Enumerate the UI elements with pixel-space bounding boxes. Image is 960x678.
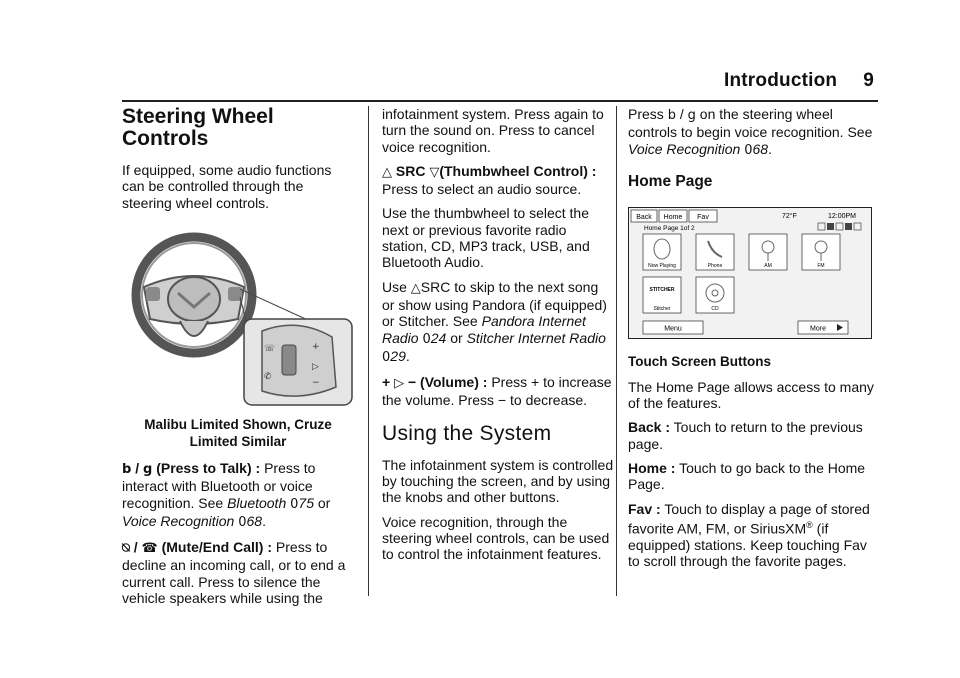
thumbwheel-paragraph: Use the thumbwheel to select the next or previous favorite radio station, CD, MP3 track, USB, and Bluetooth Audio. [382, 205, 590, 271]
tile-am[interactable] [749, 234, 787, 270]
caption-line-2: Limited Similar [189, 433, 287, 449]
column-divider-1 [368, 106, 369, 596]
voice-icon: g [687, 108, 696, 123]
back-button[interactable] [631, 210, 657, 222]
fav-button[interactable] [689, 210, 717, 222]
svg-text:−: − [312, 377, 320, 388]
home-button[interactable] [659, 210, 687, 222]
thumbwheel-label: (Thumbwheel Control) : [439, 162, 597, 179]
press-to-talk-label: (Press to Talk) : [156, 459, 261, 476]
pandora-link[interactable]: Pandora Internet Radio [382, 313, 586, 346]
svg-text:FM: FM [817, 262, 825, 269]
menu-button[interactable] [643, 321, 703, 334]
back-paragraph: Back : Touch to return to the previous page. [628, 419, 863, 452]
control-closeup-icon [244, 319, 352, 405]
end-call-icon: ☎ [141, 541, 158, 557]
src-up-icon: △ [382, 164, 392, 180]
svg-text:AM: AM [764, 262, 772, 269]
svg-text:☏: ☏ [264, 343, 276, 354]
caption-line-1: Malibu Limited Shown, Cruze [144, 416, 332, 432]
mute-label: (Mute/End Call) : [161, 539, 273, 556]
volume-icon: ▷ [394, 376, 405, 392]
tile-now-playing[interactable] [643, 234, 681, 270]
ref-arrow-icon: 0 [744, 142, 753, 158]
svg-text:Menu: Menu [664, 325, 682, 333]
svg-text:Phone: Phone [707, 262, 723, 269]
system-paragraph-1: The infotainment system is controlled by touching the screen, and by using the knobs and other buttons. [382, 456, 614, 506]
ref-arrow-icon: 0 [382, 349, 391, 365]
svg-text:Stitcher: Stitcher [653, 305, 671, 312]
svg-text:Now Playing: Now Playing [648, 262, 676, 269]
tile-stitcher[interactable] [643, 277, 681, 313]
more-button[interactable] [798, 321, 848, 334]
figure-caption [122, 416, 354, 450]
svg-text:✆: ✆ [264, 371, 272, 382]
voice-recognition-link[interactable]: Voice Recognition [122, 512, 235, 529]
svg-text:Fav: Fav [697, 213, 709, 221]
home-page-paragraph: The Home Page allows access to many of the features. [628, 378, 874, 412]
clock: 12:00PM [828, 212, 857, 220]
using-system-heading: Using the System [382, 421, 552, 445]
tile-cd[interactable] [696, 277, 734, 313]
page-number: 9 [863, 70, 874, 91]
svg-text:CD: CD [711, 305, 719, 312]
talk-icon: b [667, 108, 676, 123]
home-page-screen [628, 207, 872, 339]
running-head [724, 70, 874, 92]
section-heading: Steering Wheel Controls [122, 105, 274, 151]
svg-text:▷: ▷ [312, 361, 319, 372]
src-up-icon: △ [410, 280, 421, 296]
column-3 [628, 106, 878, 578]
tile-phone[interactable] [696, 234, 734, 270]
bluetooth-link[interactable]: Bluetooth [227, 494, 287, 511]
system-paragraph-2: Voice recognition, through the steering wheel controls, can be used to control the infotainment features. [382, 513, 610, 563]
fav-paragraph: Fav : Touch to display a page of stored favorite AM, FM, or SiriusXM® (if equipped) stations. Keep touching Fav to scroll through the favorite pages. [628, 500, 870, 570]
column-2 [382, 106, 614, 571]
volume-paragraph: + ▷ − (Volume) : Press + to increase the volume. Press − to decrease. [382, 374, 612, 409]
src-down-icon: ▽ [429, 164, 440, 180]
column-1 [122, 106, 354, 614]
section-title: Introduction [724, 70, 838, 91]
touch-screen-buttons-heading: Touch Screen Buttons [628, 353, 772, 369]
steering-wheel-figure [122, 227, 354, 407]
continued-paragraph: infotainment system. Press again to turn the sound on. Press to cancel voice recognition. [382, 106, 604, 155]
svg-text:Back: Back [636, 213, 652, 221]
page-indicator: Home Page 1of 2 [644, 224, 695, 232]
svg-text:Home: Home [663, 213, 683, 221]
voice-icon: g [142, 461, 153, 477]
svg-text:STITCHER: STITCHER [649, 286, 675, 293]
column-divider-2 [616, 106, 617, 596]
temperature: 72°F [782, 212, 797, 220]
voice-recognition-link[interactable]: Voice Recognition [628, 140, 741, 157]
mute-icon: ⍉ [122, 541, 130, 557]
press-to-talk-paragraph: b / g (Press to Talk) : Press to interact with Bluetooth or voice recognition. See Bluetooth 075 or Voice Recognition 068. [122, 459, 331, 530]
src-paragraph: △ SRC ▽(Thumbwheel Control) : Press to select an audio source. [382, 162, 597, 198]
skip-paragraph: Use △SRC to skip to the next song or show using Pandora (if equipped) or Stitcher. See Pandora Internet Radio 024 or Stitcher Internet Radio 029. [382, 278, 607, 365]
ref-arrow-icon: 0 [238, 514, 247, 530]
home-page-heading: Home Page [628, 172, 713, 190]
ref-arrow-icon: 0 [422, 331, 431, 347]
intro-paragraph: If equipped, some audio functions can be controlled through the steering wheel controls. [122, 162, 332, 211]
header-rule [122, 100, 878, 102]
ref-arrow-icon: 0 [290, 496, 299, 512]
svg-text:+: + [312, 341, 320, 352]
voice-start-paragraph: Press b / g on the steering wheel controls to begin voice recognition. See Voice Recognition 068. [628, 106, 873, 158]
tile-fm[interactable] [802, 234, 840, 270]
mute-paragraph: ⍉ / ☎ (Mute/End Call) : Press to decline an incoming call, or to end a current call. Press to silence the vehicle speakers while using the [122, 539, 346, 607]
stitcher-link[interactable]: Stitcher Internet Radio [466, 329, 606, 346]
volume-label: − (Volume) : [404, 374, 488, 391]
svg-text:More: More [810, 325, 826, 333]
talk-icon: b [122, 461, 132, 477]
home-paragraph: Home : Touch to go back to the Home Page. [628, 460, 866, 493]
